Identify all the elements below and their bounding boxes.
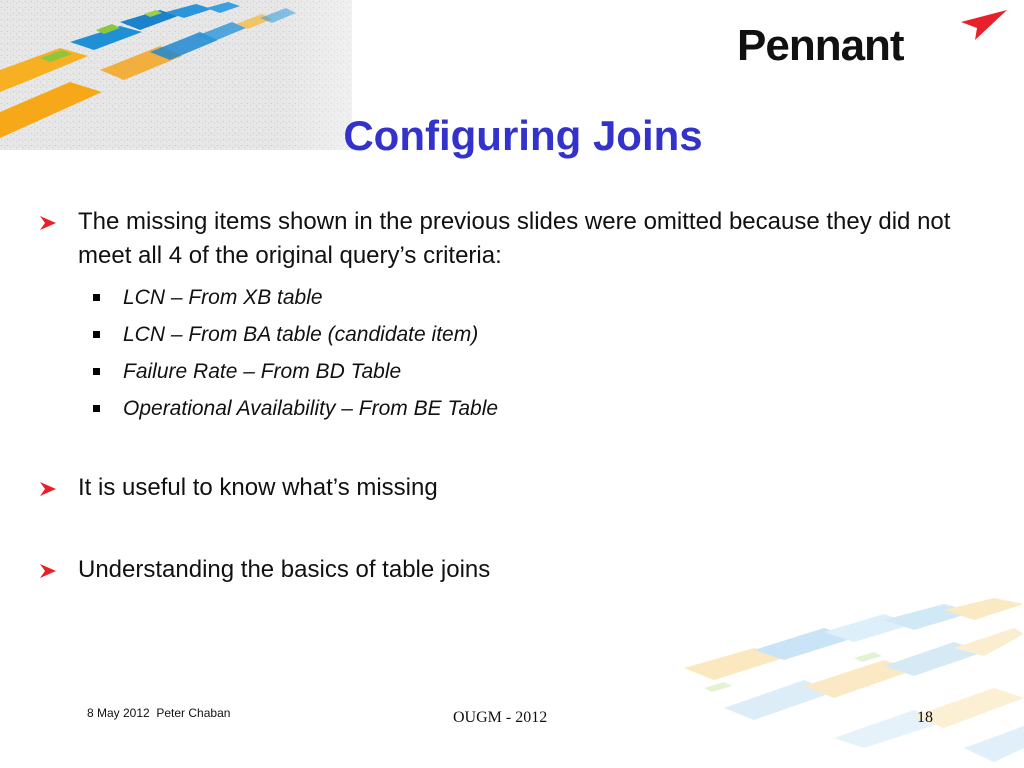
sub-bullet-item	[40, 390, 980, 427]
bullet-item	[40, 471, 980, 505]
footer-date-author: 8 May 2012 Peter Chaban	[87, 706, 231, 720]
sub-bullet-item	[40, 279, 980, 316]
slide-title: Configuring Joins	[343, 112, 703, 159]
sub-bullet-list	[40, 279, 980, 427]
sub-bullet-item	[40, 353, 980, 390]
footer-event: OUGM - 2012	[453, 709, 548, 726]
bullet-item	[40, 205, 980, 273]
sub-bullet-text: LCN – From XB table	[123, 286, 323, 309]
faded-arrow-swoosh-graphic	[554, 598, 1024, 768]
sub-bullet-item	[40, 316, 980, 353]
bullet-arrow-icon	[40, 564, 56, 578]
pennant-logo	[737, 10, 1007, 70]
square-bullet-icon	[93, 331, 100, 338]
logo-text: Pennant	[737, 21, 904, 70]
pennant-flag-icon	[961, 10, 1007, 44]
bullet-text: Understanding the basics of table joins	[78, 556, 491, 583]
sub-bullet-text: Failure Rate – From BD Table	[123, 360, 402, 383]
sub-bullet-text: LCN – From BA table (candidate item)	[123, 323, 479, 346]
bullet-item	[40, 553, 980, 587]
sub-bullet-text: Operational Availability – From BE Table	[123, 397, 499, 420]
slide-body	[40, 205, 980, 587]
bullet-text: It is useful to know what’s missing	[78, 474, 438, 501]
bullet-arrow-icon	[40, 482, 56, 496]
square-bullet-icon	[93, 368, 100, 375]
bullet-arrow-icon	[40, 216, 56, 230]
slide-number: 18	[917, 709, 933, 726]
square-bullet-icon	[93, 405, 100, 412]
bullet-text: The missing items shown in the previous slides were omitted because they did not meet all 4 of the original query’s criteria:	[78, 208, 951, 269]
square-bullet-icon	[93, 294, 100, 301]
